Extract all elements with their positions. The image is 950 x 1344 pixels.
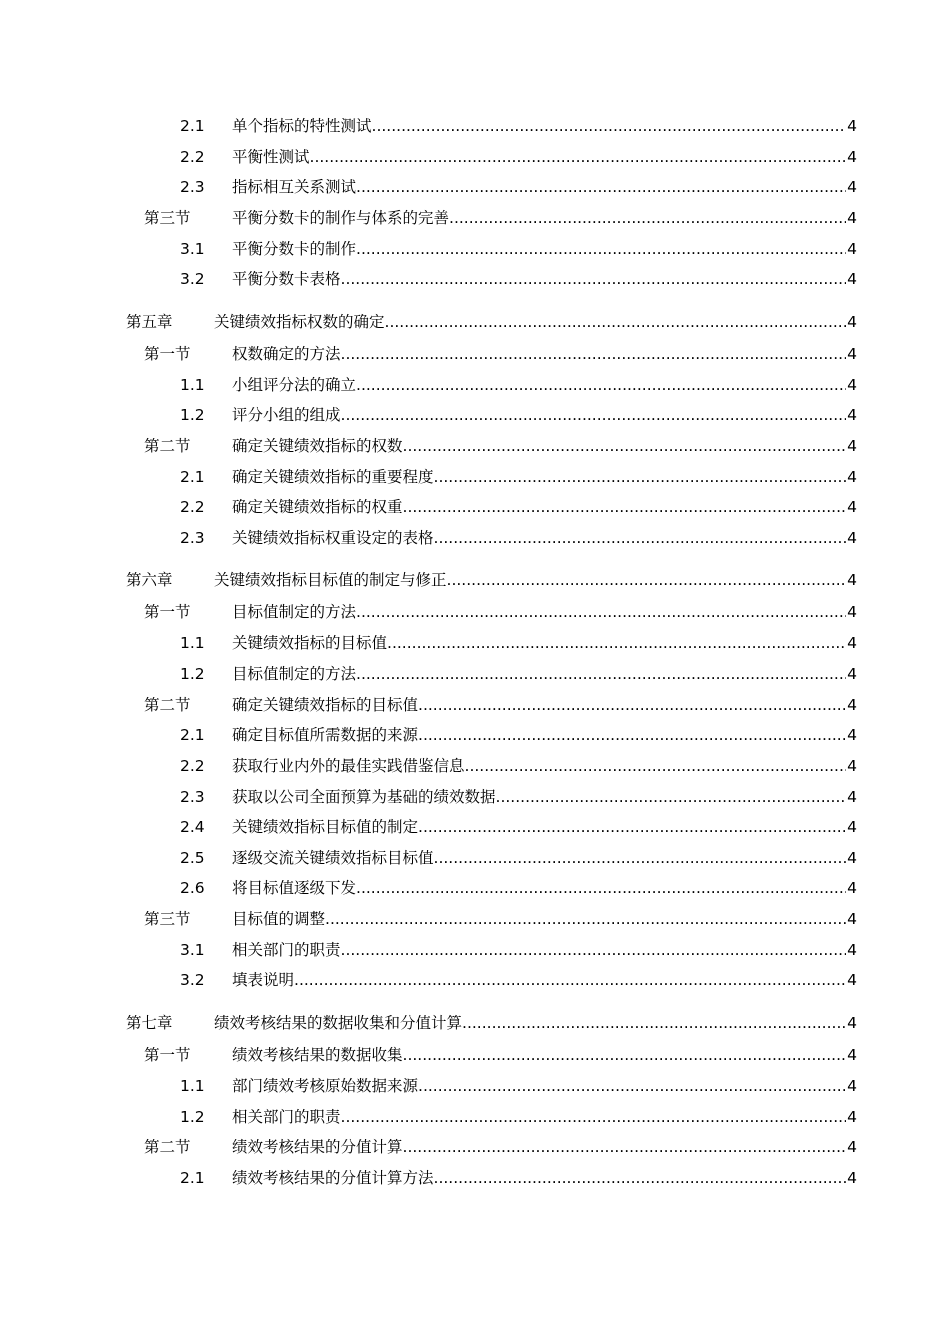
dot-leader [341, 269, 847, 289]
toc-entry[interactable] [180, 465, 857, 487]
toc-entry[interactable] [180, 267, 857, 289]
toc-page-number: 4 [847, 971, 857, 989]
toc-entry[interactable] [144, 693, 857, 715]
toc-page-number: 4 [847, 148, 857, 166]
toc-entry[interactable] [180, 145, 857, 167]
toc-entry[interactable] [144, 1043, 857, 1065]
toc-number: 2.3 [180, 178, 205, 196]
toc-title: 部门绩效考核原始数据来源 [232, 1077, 419, 1095]
toc-number: 第一节 [144, 603, 191, 621]
toc-page-number: 4 [847, 313, 857, 331]
toc-page-number: 4 [847, 788, 857, 806]
dot-leader [372, 116, 847, 136]
toc-title: 目标值制定的方法 [232, 603, 357, 621]
toc-page-number: 4 [847, 1077, 857, 1095]
toc-number: 3.2 [180, 270, 205, 288]
dot-leader [462, 1013, 846, 1033]
toc-entry[interactable] [180, 526, 857, 548]
toc-page-number: 4 [847, 240, 857, 258]
toc-page-number: 4 [847, 1014, 857, 1032]
dot-leader [434, 528, 847, 548]
toc-chapter[interactable] [126, 310, 857, 332]
toc-title: 关键绩效指标的目标值 [232, 634, 388, 652]
dot-leader [294, 970, 846, 990]
toc-title: 关键绩效指标目标值的制定 [232, 818, 419, 836]
toc-number: 第一节 [144, 345, 191, 363]
dot-leader [403, 497, 847, 517]
toc-page-number: 4 [847, 696, 857, 714]
toc-number: 2.1 [180, 117, 205, 135]
toc-number: 3.1 [180, 941, 205, 959]
dot-leader [418, 817, 846, 837]
dot-leader [447, 570, 847, 590]
toc-title: 关键绩效指标权重设定的表格 [232, 529, 434, 547]
toc-page-number: 4 [847, 406, 857, 424]
dot-leader [356, 878, 846, 898]
toc-title: 目标值的调整 [232, 910, 326, 928]
toc-page-number: 4 [847, 468, 857, 486]
toc-number: 2.3 [180, 529, 205, 547]
toc-page-number: 4 [847, 634, 857, 652]
toc-number: 2.1 [180, 726, 205, 744]
toc-title: 相关部门的职责 [232, 1108, 341, 1126]
dot-leader [356, 177, 846, 197]
toc-title: 关键绩效指标权数的确定 [214, 313, 385, 331]
toc-entry[interactable] [180, 495, 857, 517]
toc-page-number: 4 [847, 726, 857, 744]
toc-page-number: 4 [847, 376, 857, 394]
toc-number: 2.3 [180, 788, 205, 806]
toc-title: 确定目标值所需数据的来源 [232, 726, 419, 744]
toc-page-number: 4 [847, 345, 857, 363]
toc-entry[interactable] [144, 907, 857, 929]
toc-title: 确定关键绩效指标的权数 [232, 437, 403, 455]
toc-entry[interactable] [144, 600, 857, 622]
toc-entry[interactable] [180, 175, 857, 197]
toc-entry[interactable] [180, 403, 857, 425]
toc-number: 第三节 [144, 209, 191, 227]
dot-leader [325, 909, 846, 929]
toc-number: 第二节 [144, 437, 191, 455]
toc-number: 第五章 [126, 313, 173, 331]
toc-title: 确定关键绩效指标的重要程度 [232, 468, 434, 486]
toc-number: 2.2 [180, 148, 205, 166]
toc-page-number: 4 [847, 571, 857, 589]
toc-title: 指标相互关系测试 [232, 178, 357, 196]
toc-title: 平衡分数卡的制作 [232, 240, 357, 258]
toc-number: 2.5 [180, 849, 205, 867]
dot-leader [356, 239, 846, 259]
dot-leader [434, 848, 847, 868]
toc-page-number: 4 [847, 1046, 857, 1064]
toc-page-number: 4 [847, 665, 857, 683]
toc-number: 2.4 [180, 818, 205, 836]
toc-number: 3.1 [180, 240, 205, 258]
toc-entry[interactable] [144, 434, 857, 456]
dot-leader [496, 787, 847, 807]
toc-number: 2.1 [180, 468, 205, 486]
toc-title: 确定关键绩效指标的权重 [232, 498, 403, 516]
toc-page-number: 4 [847, 209, 857, 227]
dot-leader [387, 633, 846, 653]
toc-title: 将目标值逐级下发 [232, 879, 357, 897]
toc-number: 1.2 [180, 665, 205, 683]
toc-page-number: 4 [847, 178, 857, 196]
toc-page-number: 4 [847, 941, 857, 959]
toc-entry[interactable] [180, 754, 857, 776]
dot-leader [465, 756, 847, 776]
toc-title: 平衡分数卡的制作与体系的完善 [232, 209, 450, 227]
dot-leader [418, 725, 846, 745]
toc-title: 目标值制定的方法 [232, 665, 357, 683]
toc-entry[interactable] [180, 1105, 857, 1127]
toc-entry[interactable] [144, 206, 857, 228]
toc-title: 绩效考核结果的数据收集和分值计算 [214, 1014, 463, 1032]
toc-number: 2.2 [180, 498, 205, 516]
toc-chapter[interactable] [126, 568, 857, 590]
toc-entry[interactable] [180, 723, 857, 745]
toc-title: 相关部门的职责 [232, 941, 341, 959]
toc-entry[interactable] [180, 1074, 857, 1096]
toc-title: 权数确定的方法 [232, 345, 341, 363]
toc-page-number: 4 [847, 849, 857, 867]
dot-leader [341, 405, 847, 425]
toc-title: 评分小组的组成 [232, 406, 341, 424]
toc-entry[interactable] [180, 1166, 857, 1188]
toc-number: 第一节 [144, 1046, 191, 1064]
toc-entry[interactable] [180, 785, 857, 807]
dot-leader [434, 1168, 847, 1188]
dot-leader [310, 147, 847, 167]
toc-entry[interactable] [180, 114, 857, 136]
dot-leader [341, 1107, 847, 1127]
toc-title: 平衡性测试 [232, 148, 310, 166]
toc-number: 第二节 [144, 1138, 191, 1156]
toc-page-number: 4 [847, 498, 857, 516]
toc-entry[interactable] [180, 815, 857, 837]
dot-leader [403, 1137, 847, 1157]
toc-page-number: 4 [847, 910, 857, 928]
toc-page-number: 4 [847, 1108, 857, 1126]
dot-leader [449, 208, 846, 228]
toc-entry[interactable] [180, 876, 857, 898]
toc-entry[interactable] [180, 237, 857, 259]
toc-entry[interactable] [144, 342, 857, 364]
dot-leader [356, 664, 846, 684]
dot-leader [341, 940, 847, 960]
toc-title: 获取以公司全面预算为基础的绩效数据 [232, 788, 496, 806]
toc-entry[interactable] [180, 968, 857, 990]
toc-page-number: 4 [847, 603, 857, 621]
toc-title: 确定关键绩效指标的目标值 [232, 696, 419, 714]
toc-entry[interactable] [180, 846, 857, 868]
toc-page-number: 4 [847, 879, 857, 897]
dot-leader [403, 1045, 847, 1065]
dot-leader [385, 312, 847, 332]
toc-number: 2.1 [180, 1169, 205, 1187]
toc-title: 绩效考核结果的数据收集 [232, 1046, 403, 1064]
toc-page-number: 4 [847, 529, 857, 547]
toc-page-number: 4 [847, 1169, 857, 1187]
dot-leader [403, 436, 847, 456]
toc-number: 1.2 [180, 1108, 205, 1126]
toc-entry[interactable] [180, 662, 857, 684]
toc-number: 第六章 [126, 571, 173, 589]
dot-leader [341, 344, 847, 364]
toc-number: 1.1 [180, 1077, 205, 1095]
dot-leader [434, 467, 847, 487]
toc-title: 获取行业内外的最佳实践借鉴信息 [232, 757, 465, 775]
toc-title: 逐级交流关键绩效指标目标值 [232, 849, 434, 867]
toc-title: 绩效考核结果的分值计算方法 [232, 1169, 434, 1187]
toc-page-number: 4 [847, 117, 857, 135]
toc-number: 1.1 [180, 634, 205, 652]
toc-page-number: 4 [847, 270, 857, 288]
toc-title: 平衡分数卡表格 [232, 270, 341, 288]
toc-number: 2.2 [180, 757, 205, 775]
dot-leader [356, 602, 846, 622]
dot-leader [418, 695, 846, 715]
toc-entry[interactable] [180, 938, 857, 960]
toc-number: 第七章 [126, 1014, 173, 1032]
toc-page-number: 4 [847, 818, 857, 836]
toc-number: 2.6 [180, 879, 205, 897]
toc-entry[interactable] [180, 631, 857, 653]
toc-page-number: 4 [847, 757, 857, 775]
toc-number: 3.2 [180, 971, 205, 989]
toc-page-number: 4 [847, 1138, 857, 1156]
toc-entry[interactable] [180, 373, 857, 395]
toc-number: 1.1 [180, 376, 205, 394]
toc-title: 小组评分法的确立 [232, 376, 357, 394]
dot-leader [418, 1076, 846, 1096]
toc-number: 第二节 [144, 696, 191, 714]
toc-chapter[interactable] [126, 1011, 857, 1033]
toc-title: 单个指标的特性测试 [232, 117, 372, 135]
toc-title: 填表说明 [232, 971, 295, 989]
toc-number: 1.2 [180, 406, 205, 424]
dot-leader [356, 375, 846, 395]
toc-number: 第三节 [144, 910, 191, 928]
toc-title: 关键绩效指标目标值的制定与修正 [214, 571, 447, 589]
toc-entry[interactable] [144, 1135, 857, 1157]
toc-page-number: 4 [847, 437, 857, 455]
toc-title: 绩效考核结果的分值计算 [232, 1138, 403, 1156]
